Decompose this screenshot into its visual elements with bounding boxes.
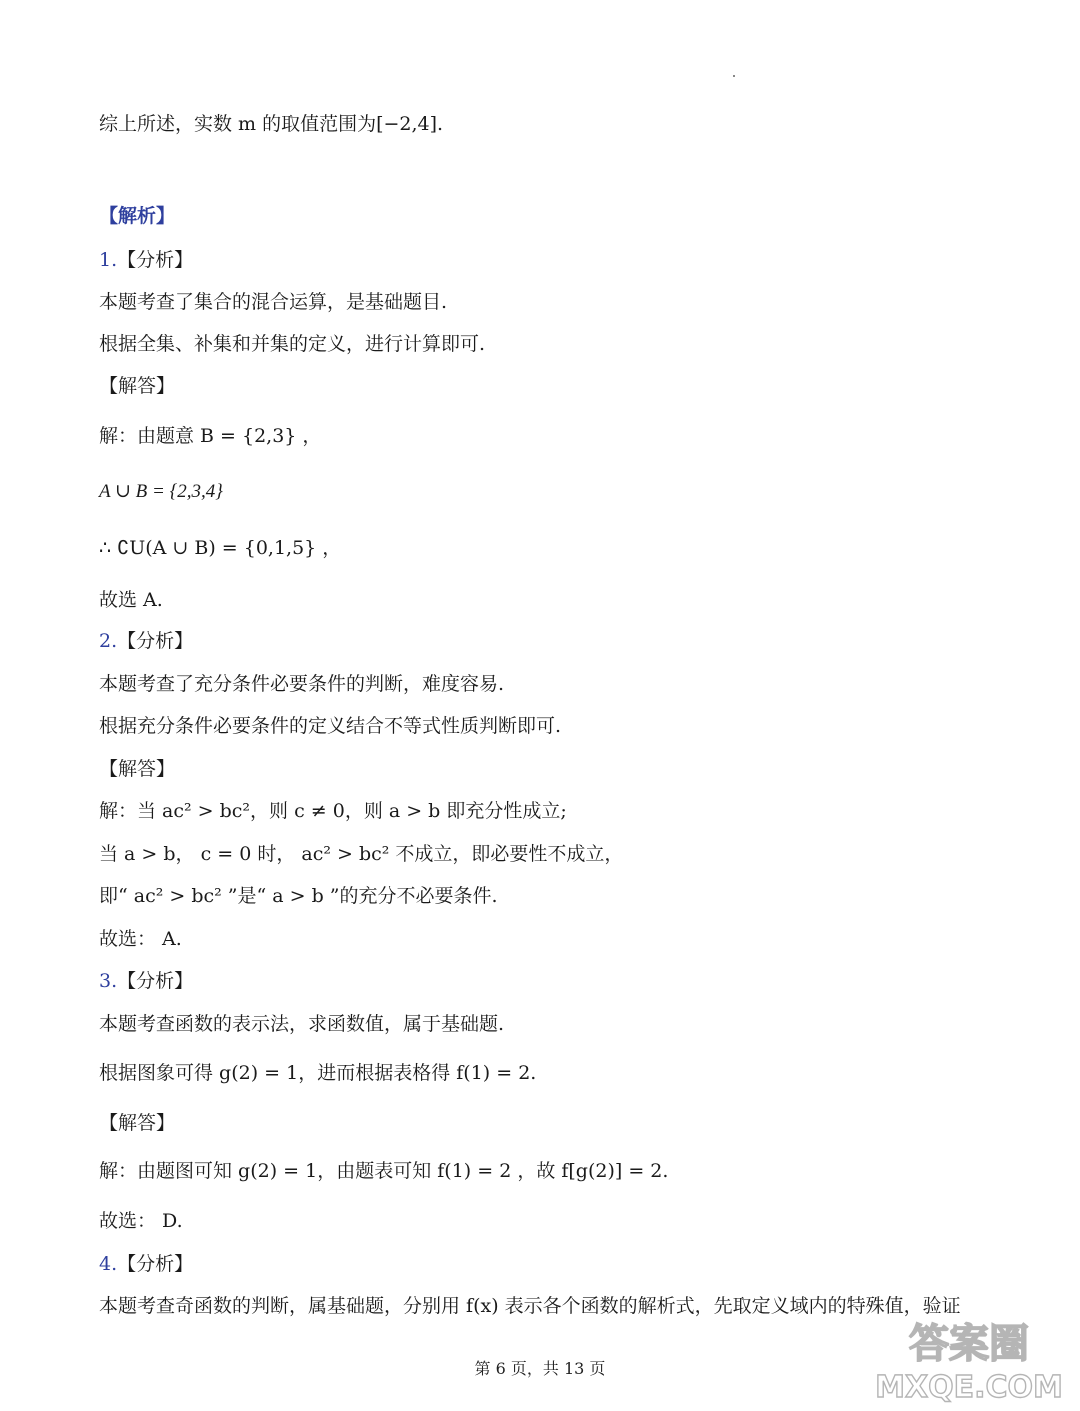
q1-analysis-2: 根据全集、补集和并集的定义，进行计算即可. <box>99 333 486 355</box>
q2-heading <box>99 628 193 654</box>
q1-answer-label: 【解答】 <box>99 375 176 397</box>
watermark-logo <box>874 1315 1064 1405</box>
q1-number: 1. <box>99 249 118 271</box>
q2-analysis-1: 本题考查了充分条件必要条件的判断，难度容易. <box>99 673 505 695</box>
watermark-text-1: 答案圈 <box>909 1321 1029 1367</box>
q2-solution-1: 解：当 ac² > bc²，则 c ≠ 0，则 a > b 即充分性成立; <box>99 800 567 822</box>
q3-analysis-label: 【分析】 <box>117 970 194 992</box>
q3-number: 3. <box>99 970 118 992</box>
q2-answer-label: 【解答】 <box>99 758 176 780</box>
q3-analysis-2: 根据图象可得 g(2) = 1，进而根据表格得 f(1) = 2. <box>99 1062 537 1084</box>
speck <box>733 75 735 77</box>
q2-analysis-2: 根据充分条件必要条件的定义结合不等式性质判断即可. <box>99 715 562 737</box>
q1-analysis-1: 本题考查了集合的混合运算，是基础题目. <box>99 291 448 313</box>
q1-solution-3: ∴ ∁U(A ∪ B) = {0,1,5} ， <box>99 537 342 559</box>
q1-heading <box>99 247 193 273</box>
q4-heading <box>99 1251 193 1277</box>
q3-answer-label: 【解答】 <box>99 1112 176 1134</box>
conclusion-line: 综上所述，实数 m 的取值范围为[−2,4]. <box>99 113 444 135</box>
q1-solution-2: A ∪ B = {2,3,4} <box>99 481 223 502</box>
q4-number: 4. <box>99 1253 118 1275</box>
q1-solution-1: 解：由题意 B = {2,3} ， <box>99 425 322 447</box>
q3-solution-1: 解：由题图可知 g(2) = 1，由题表可知 f(1) = 2 ，故 f[g(2)] = 2. <box>99 1160 669 1182</box>
section-title: 【解析】 <box>99 205 176 227</box>
q2-solution-2: 当 a > b， c = 0 时， ac² > bc² 不成立，即必要性不成立， <box>99 843 624 865</box>
q2-analysis-label: 【分析】 <box>117 630 194 652</box>
q2-solution-4: 故选： A. <box>99 928 182 950</box>
q3-analysis-1: 本题考查函数的表示法，求函数值，属于基础题. <box>99 1013 505 1035</box>
page-footer: 第 6 页，共 13 页 <box>474 1359 606 1378</box>
watermark-text-2: MXQE.COM <box>875 1370 1063 1405</box>
q1-solution-4: 故选 A. <box>99 589 163 611</box>
q3-solution-2: 故选： D. <box>99 1210 183 1232</box>
q4-analysis-1: 本题考查奇函数的判断，属基础题，分别用 f(x) 表示各个函数的解析式，先取定义域内的特殊值，验证 <box>99 1295 961 1317</box>
q2-solution-3: 即“ ac² > bc² ”是“ a > b ”的充分不必要条件. <box>99 885 498 907</box>
q1-analysis-label: 【分析】 <box>117 249 194 271</box>
q4-analysis-label: 【分析】 <box>117 1253 194 1275</box>
q2-number: 2. <box>99 630 118 652</box>
q3-heading <box>99 968 193 994</box>
